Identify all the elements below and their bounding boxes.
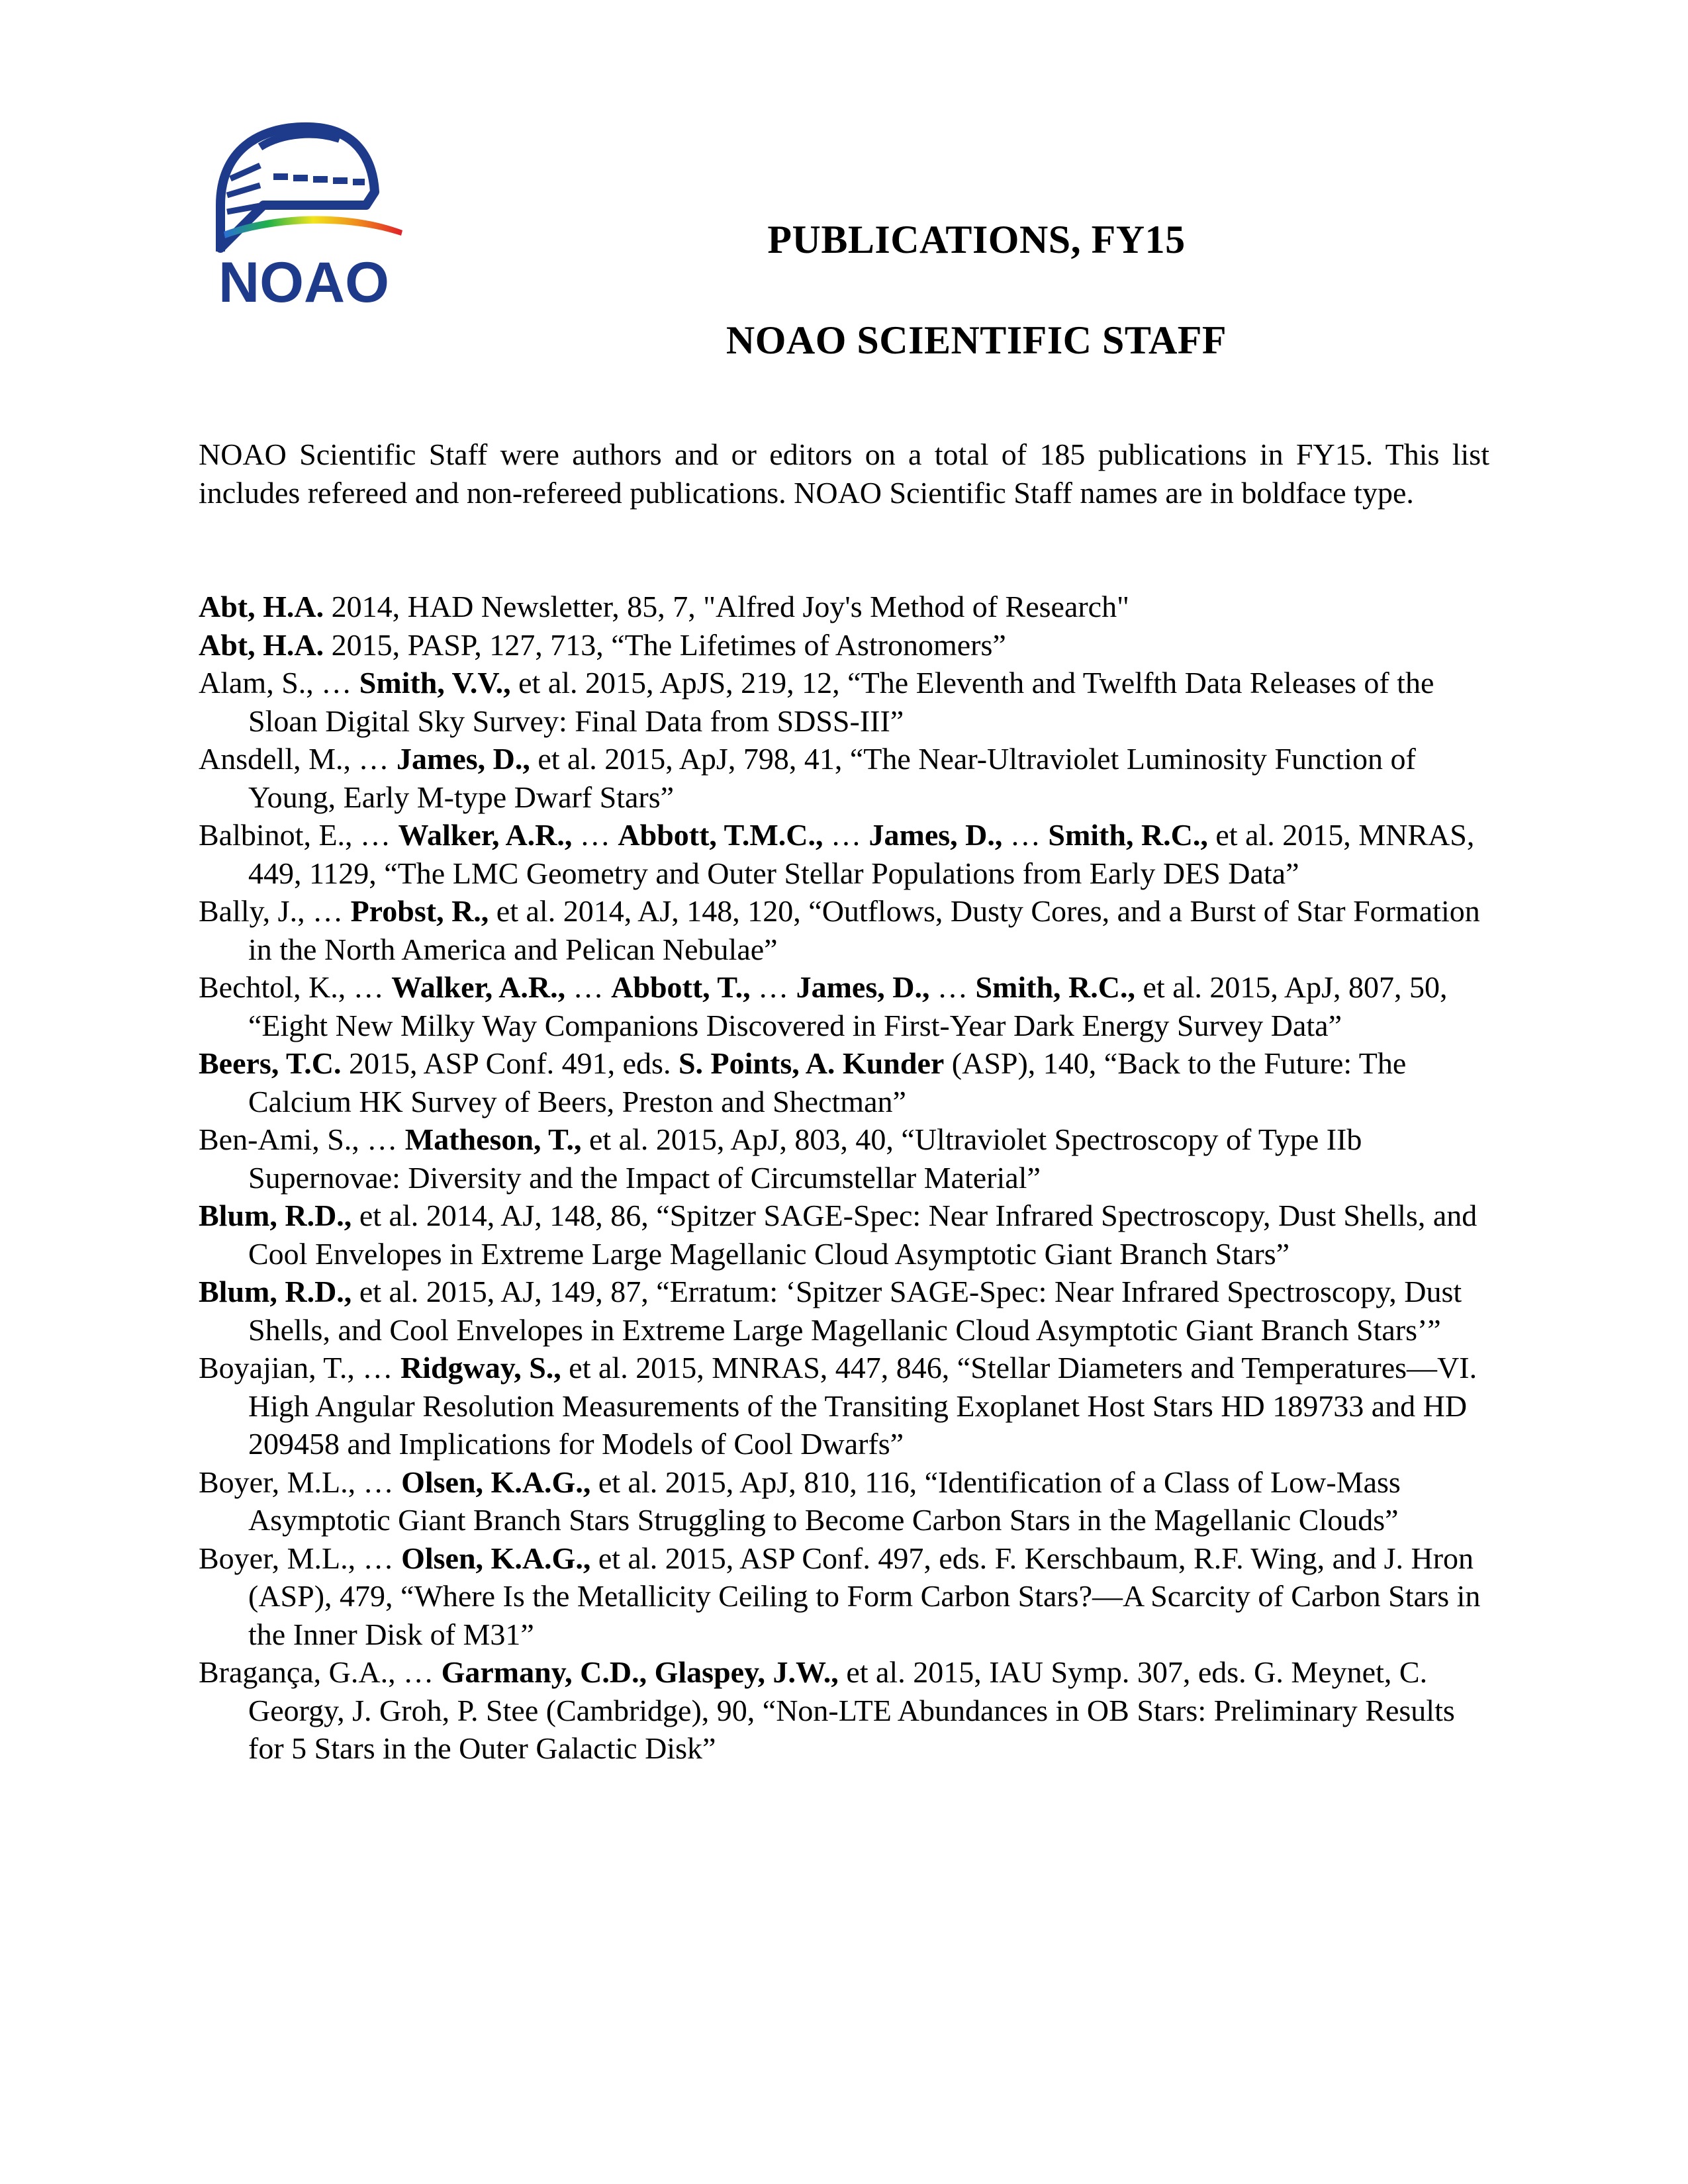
staff-author-name: Abbott, T.M.C., bbox=[618, 818, 823, 852]
publication-entry bbox=[199, 1044, 1496, 1120]
citation-text: Bechtol, K., … bbox=[199, 970, 392, 1004]
citation-text: (ASP), 140, “Back to the Future: The Calcium HK Survey of Beers, Preston and Shectman” bbox=[248, 1046, 1407, 1118]
staff-author-name: Matheson, T., bbox=[404, 1122, 582, 1156]
staff-author-name: Beers, T.C. bbox=[199, 1046, 342, 1080]
staff-author-name: Olsen, K.A.G., bbox=[401, 1541, 591, 1575]
publication-entry bbox=[199, 1273, 1496, 1349]
citation-text: … bbox=[1002, 818, 1049, 852]
publication-entry bbox=[199, 626, 1496, 664]
page-subtitle: NOAO SCIENTIFIC STAFF bbox=[726, 318, 1227, 362]
citation-text: … bbox=[750, 970, 796, 1004]
citation-text: 2015, ASP Conf. 491, eds. bbox=[341, 1046, 679, 1080]
citation-text: et al. 2015, MNRAS, 447, 846, “Stellar Diameters and Temperatures—VI. High Angular Resolution Measurements of the Transiting Exoplanet Host Stars HD 189733 and HD 209458 and Implications for Models of Cool Dwarfs” bbox=[248, 1351, 1477, 1461]
citation-text: Boyer, M.L., … bbox=[199, 1465, 402, 1499]
citation-text: 2015, PASP, 127, 713, “The Lifetimes of Astronomers” bbox=[324, 627, 1006, 662]
publication-entry bbox=[199, 892, 1496, 968]
citation-text: Boyajian, T., … bbox=[199, 1351, 400, 1385]
citation-text: et al. 2015, ApJ, 810, 116, “Identification of a Class of Low-Mass Asymptotic Giant Branch Stars Struggling to Become Carbon Stars in the Magellanic Clouds” bbox=[248, 1465, 1401, 1537]
citation-text: 2014, HAD Newsletter, 85, 7, "Alfred Joy's Method of Research" bbox=[324, 590, 1129, 623]
citation-text: et al. 2014, AJ, 148, 86, “Spitzer SAGE-Spec: Near Infrared Spectroscopy, Dust Shells, and Cool Envelopes in Extreme Large Magellanic Cloud Asymptotic Giant Branch Stars” bbox=[248, 1199, 1477, 1271]
citation-text: et al. 2015, AJ, 149, 87, “Erratum: ‘Spitzer SAGE-Spec: Near Infrared Spectroscopy, Dust Shells, and Cool Envelopes in Extreme Large Magellanic Cloud Asymptotic Giant Branch Stars’” bbox=[248, 1275, 1462, 1347]
observatory-dome-icon bbox=[220, 127, 402, 251]
citation-text: et al. 2015, ApJS, 219, 12, “The Eleventh and Twelfth Data Releases of the Sloan Digital Sky Survey: Final Data from SDSS-III” bbox=[248, 666, 1434, 738]
staff-author-name: Blum, R.D., bbox=[199, 1275, 352, 1308]
citation-text: et al. 2015, MNRAS, 449, 1129, “The LMC Geometry and Outer Stellar Populations from Early DES Data” bbox=[248, 818, 1475, 890]
staff-author-name: Blum, R.D., bbox=[199, 1199, 352, 1232]
citation-text: et al. 2015, ApJ, 807, 50, “Eight New Milky Way Companions Discovered in First-Year Dark Energy Survey Data” bbox=[248, 970, 1448, 1042]
logo-text: NOAO bbox=[218, 251, 389, 311]
publication-list bbox=[199, 588, 1496, 1768]
citation-text: et al. 2014, AJ, 148, 120, “Outflows, Dusty Cores, and a Burst of Star Formation in the North America and Pelican Nebulae” bbox=[248, 894, 1480, 966]
citation-text: … bbox=[823, 818, 869, 852]
staff-author-name: James, D., bbox=[796, 970, 930, 1004]
publication-entry bbox=[199, 740, 1496, 816]
citation-text: Ben-Ami, S., … bbox=[199, 1122, 405, 1156]
staff-author-name: Garmany, C.D., Glaspey, J.W., bbox=[441, 1655, 839, 1689]
staff-author-name: Walker, A.R., bbox=[391, 970, 566, 1004]
publication-entry bbox=[199, 1349, 1496, 1463]
citation-text: Bally, J., … bbox=[199, 894, 351, 928]
publication-entry bbox=[199, 968, 1496, 1044]
staff-author-name: Smith, R.C., bbox=[1048, 818, 1208, 852]
staff-author-name: Abt, H.A. bbox=[199, 627, 324, 662]
citation-text: … bbox=[565, 970, 612, 1004]
citation-text: et al. 2015, IAU Symp. 307, eds. G. Meynet, C. Georgy, J. Groh, P. Stee (Cambridge), 90, “Non-LTE Abundances in OB Stars: Preliminary Results for 5 Stars in the Outer Galactic Disk” bbox=[248, 1655, 1455, 1765]
staff-author-name: S. Points, A. Kunder bbox=[678, 1046, 945, 1080]
intro-paragraph: NOAO Scientific Staff were authors and or editors on a total of 185 publications in FY15. This list includes refereed and non-refereed publications. NOAO Scientific Staff names are in boldface type. bbox=[199, 437, 1489, 510]
citation-text: Alam, S., … bbox=[199, 666, 359, 700]
citation-text: et al. 2015, ApJ, 798, 41, “The Near-Ultraviolet Luminosity Function of Young, Early M-type Dwarf Stars” bbox=[248, 742, 1416, 814]
staff-author-name: Abt, H.A. bbox=[199, 590, 324, 623]
citation-text: et al. 2015, ApJ, 803, 40, “Ultraviolet Spectroscopy of Type IIb Supernovae: Diversity and the Impact of Circumstellar Material” bbox=[248, 1122, 1362, 1195]
citation-text: Boyer, M.L., … bbox=[199, 1541, 402, 1575]
publication-entry bbox=[199, 1463, 1496, 1539]
publication-entry bbox=[199, 1197, 1496, 1273]
staff-author-name: Abbott, T., bbox=[611, 970, 751, 1004]
citation-text: et al. 2015, ASP Conf. 497, eds. F. Kerschbaum, R.F. Wing, and J. Hron (ASP), 479, “Where Is the Metallicity Ceiling to Form Carbon Stars?—A Scarcity of Carbon Stars in the Inner Disk of M31” bbox=[248, 1541, 1481, 1651]
staff-author-name: James, D., bbox=[397, 742, 530, 776]
publication-entry bbox=[199, 1120, 1496, 1197]
page-title: PUBLICATIONS, FY15 bbox=[767, 218, 1186, 261]
staff-author-name: Ridgway, S., bbox=[400, 1351, 561, 1385]
staff-author-name: Walker, A.R., bbox=[398, 818, 573, 852]
publication-entry bbox=[199, 816, 1496, 892]
staff-author-name: Smith, R.C., bbox=[975, 970, 1135, 1004]
publication-entry bbox=[199, 1539, 1496, 1654]
staff-author-name: Olsen, K.A.G., bbox=[401, 1465, 591, 1499]
citation-text: Ansdell, M., … bbox=[199, 742, 397, 776]
citation-text: Bragança, G.A., … bbox=[199, 1655, 442, 1689]
citation-text: … bbox=[929, 970, 976, 1004]
publication-entry bbox=[199, 1653, 1496, 1768]
citation-text: Balbinot, E., … bbox=[199, 818, 399, 852]
staff-author-name: James, D., bbox=[868, 818, 1003, 852]
publication-entry bbox=[199, 664, 1496, 740]
noao-logo bbox=[204, 113, 422, 311]
citation-text: … bbox=[572, 818, 618, 852]
staff-author-name: Smith, V.V., bbox=[359, 666, 511, 700]
staff-author-name: Probst, R., bbox=[350, 894, 489, 928]
publication-entry bbox=[199, 588, 1496, 626]
